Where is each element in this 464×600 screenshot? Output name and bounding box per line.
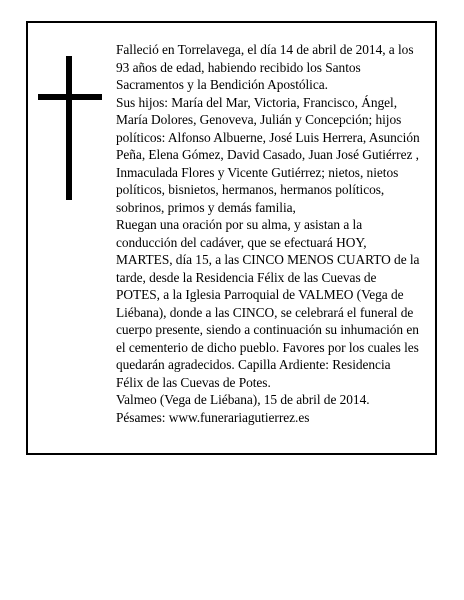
- family-list: Sus hijos: María del Mar, Victoria, Francisco, Ángel, María Dolores, Genoveva, Julián y Concepción; hijos políticos: Alfonso Albuerne, José Luis Herrera, Asunción Peña, Elena Gómez, David Casado, Juan José Gutiérrez , Inmaculada Flores y Vicente Gutiérrez; nietos, nietos políticos, bisnietos, hermanos, hermanos políticos, sobrinos, primos y demás familia,: [116, 94, 420, 215]
- condolences-website: Pésames: www.funerariagutierrez.es: [116, 409, 310, 425]
- place-date: Valmeo (Vega de Liébana), 15 de abril de 2014.: [116, 392, 370, 407]
- obituary-notice: [26, 21, 437, 455]
- cross-horizontal-bar: [38, 94, 102, 100]
- death-announcement: Falleció en Torrelavega, el día 14 de abril de 2014, a los 93 años de edad, habiendo recibido los Santos Sacramentos y la Bendición Apostólica.: [116, 42, 414, 92]
- funeral-details: Ruegan una oración por su alma, y asistan a la conducción del cadáver, que se efectuará HOY, MARTES, día 15, a las CINCO MENOS CUARTO de la tarde, desde la Residencia Félix de las Cuevas de POTES, a la Iglesia Parroquial de VALMEO (Vega de Liébana), donde a las CINCO, se celebrará el funeral de cuerpo presente, siendo a continuación su inhumación en el cementerio de dicho pueblo. Favores por los cuales les quedarán agradecidos. Capilla Ardiente: Residencia Félix de las Cuevas de Potes.: [116, 217, 420, 390]
- cross-icon: [38, 56, 102, 200]
- cross-vertical-bar: [66, 56, 72, 200]
- notice-text: [116, 41, 420, 426]
